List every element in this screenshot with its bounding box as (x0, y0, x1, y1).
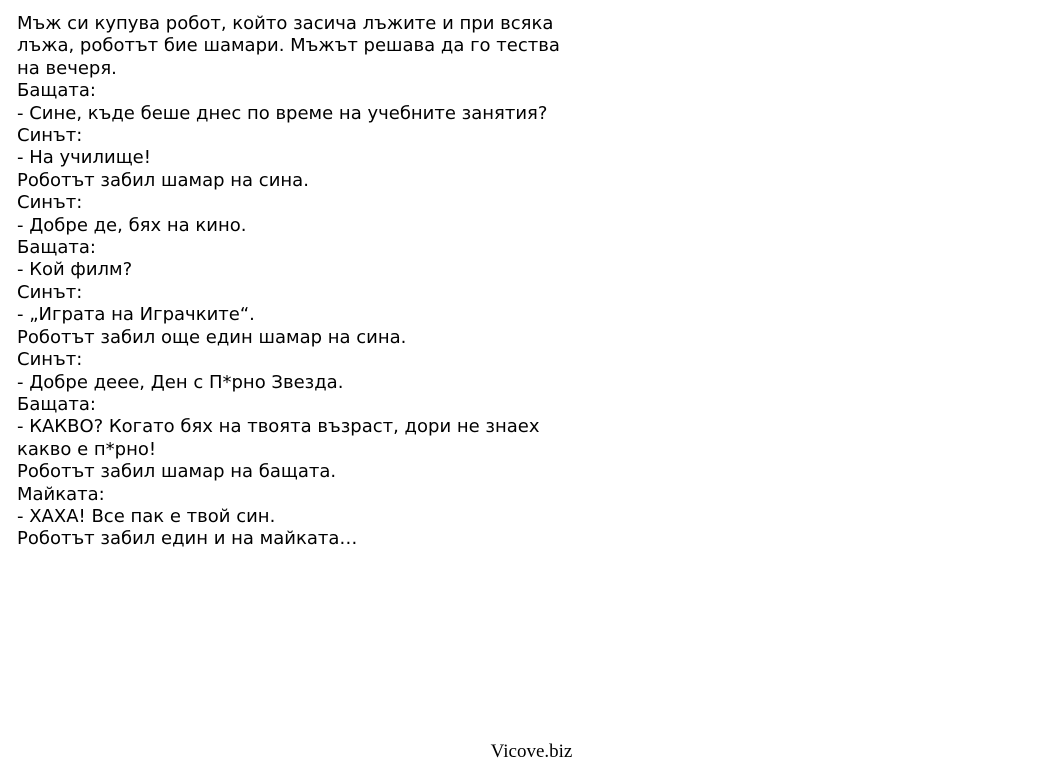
site-watermark: Vicove.biz (490, 741, 573, 762)
dialogue-line: - На училище! (17, 147, 151, 169)
dialogue-line: - Сине, къде беше днес по време на учебните занятия? (17, 102, 548, 124)
dialogue-line: - Кой филм? (17, 259, 133, 281)
speaker-label: Бащата: (17, 393, 96, 415)
narration-line: Роботът забил още един шамар на сина. (17, 326, 407, 348)
speaker-label: Синът: (17, 281, 83, 303)
speaker-label: Синът: (17, 125, 83, 147)
joke-text (17, 13, 562, 551)
speaker-label: Синът: (17, 192, 83, 214)
dialogue-line: - Добре деее, Ден с П*рно Звезда. (17, 371, 344, 393)
dialogue-line: - Добре де, бях на кино. (17, 214, 247, 236)
speaker-label: Синът: (17, 349, 83, 371)
dialogue-line: - „Играта на Играчките“. (17, 304, 255, 326)
dialogue-line: - КАКВО? Когато бях на твоята възраст, дори не знаех какво е п*рно! (17, 416, 540, 460)
narration-line: Роботът забил шамар на бащата. (17, 461, 337, 483)
speaker-label: Бащата: (17, 237, 96, 259)
narration-line: Роботът забил шамар на сина. (17, 169, 309, 191)
narration-line: Роботът забил един и на майката… (17, 528, 358, 550)
speaker-label: Майката: (17, 483, 105, 505)
dialogue-line: - ХАХА! Все пак е твой син. (17, 505, 276, 527)
story-line: Мъж си купува робот, който засича лъжите и при всяка лъжа, роботът бие шамари. Мъжът решава да го тества на вечеря. (17, 13, 560, 79)
speaker-label: Бащата: (17, 80, 96, 102)
